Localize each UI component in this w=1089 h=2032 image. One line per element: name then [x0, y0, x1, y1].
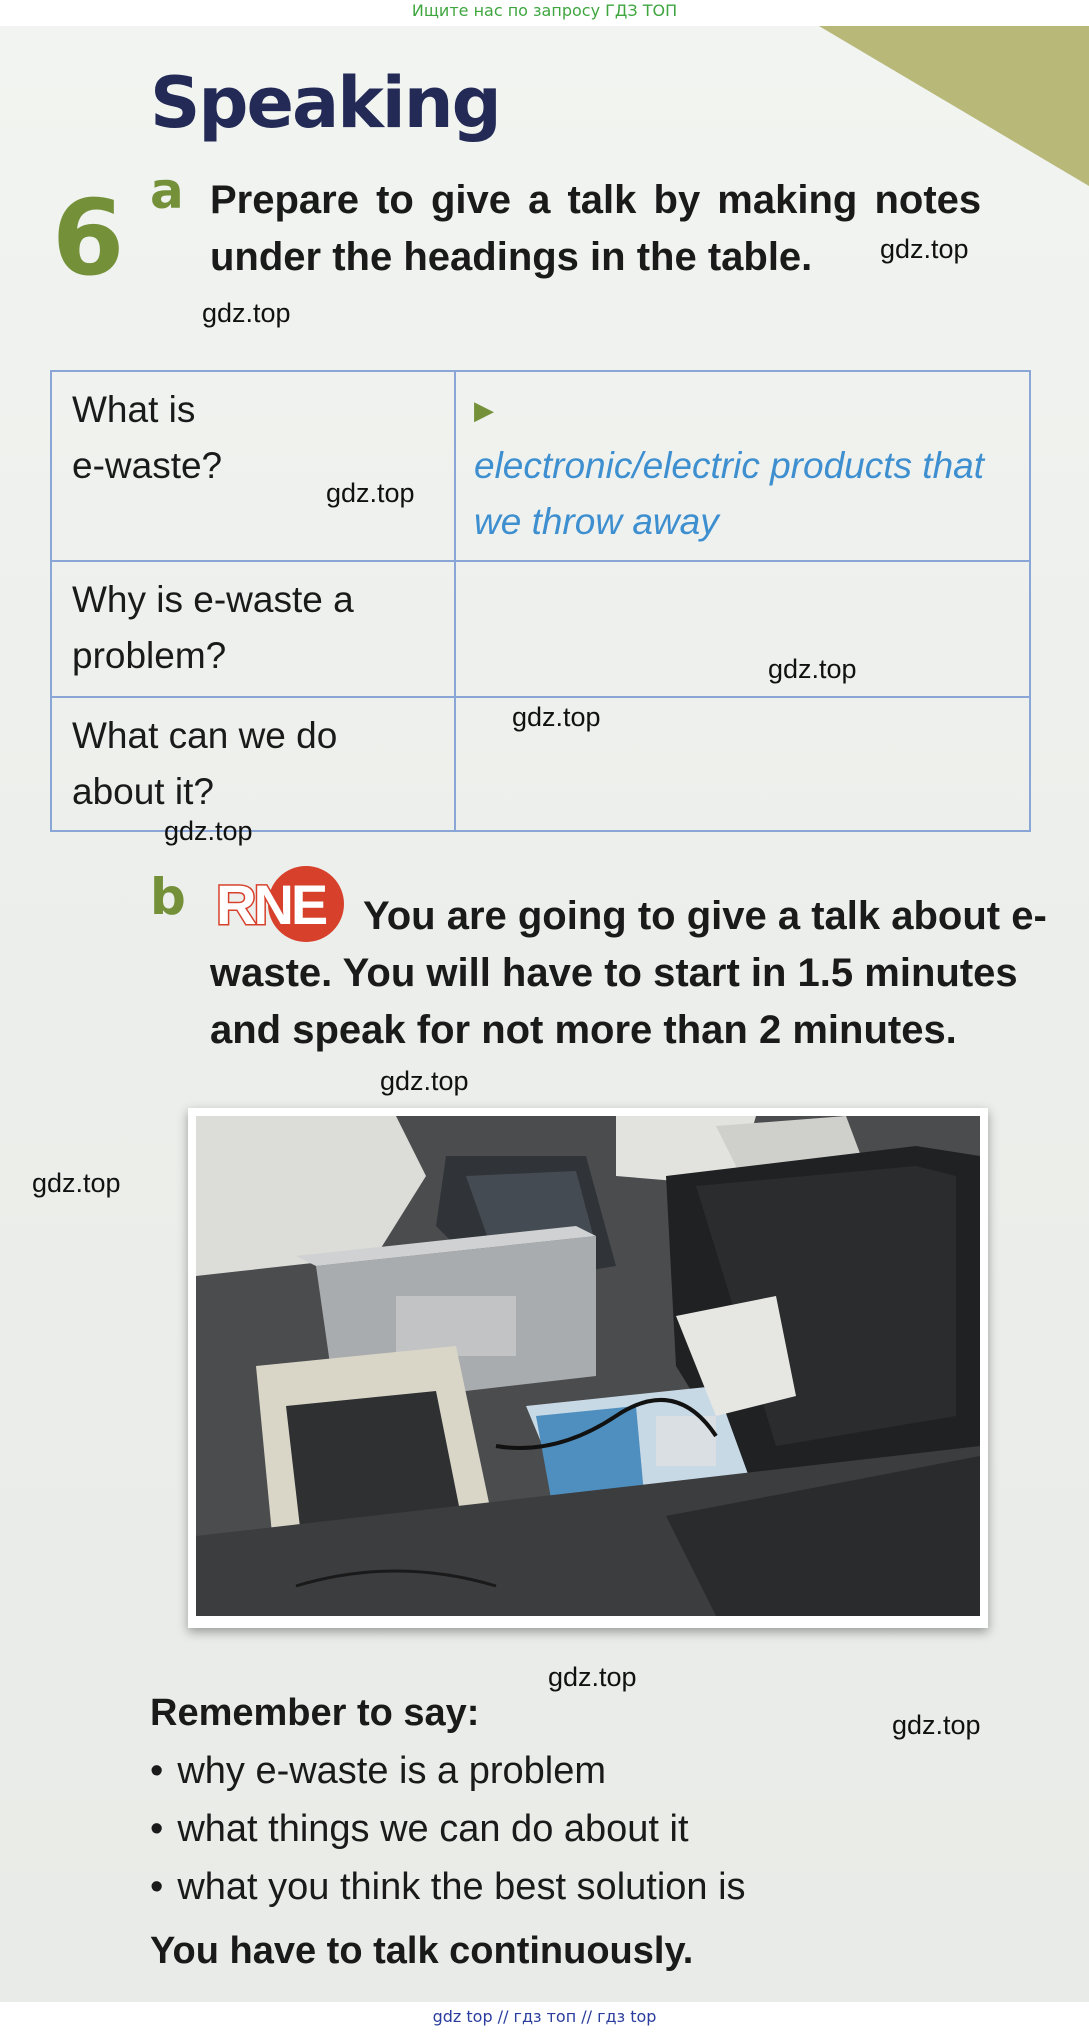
question-line: about it?	[72, 771, 214, 812]
watermark: gdz.top	[768, 654, 857, 684]
exercise-number: 6	[52, 177, 125, 299]
part-a-instruction-line-1: Prepare to give a talk by making notes	[210, 178, 982, 222]
list-item: • what you think the best solution is	[150, 1858, 746, 1916]
answer-cell[interactable]	[455, 561, 1030, 697]
example-answer	[474, 438, 999, 550]
part-b-instruction-line-1: You are going to give a talk about e-	[363, 894, 1047, 938]
watermark: gdz.top	[164, 816, 253, 846]
question-line: e-waste?	[72, 445, 223, 486]
part-b-instruction-line-3: and speak for not more than 2 minutes.	[210, 1008, 957, 1052]
table-row	[51, 561, 1030, 697]
rne-badge-text: RNE	[216, 873, 326, 936]
watermark: gdz.top	[380, 1066, 469, 1096]
rne-exam-badge	[212, 864, 348, 944]
answer-line: electronic/electric products that	[474, 445, 985, 486]
closing-instruction: You have to talk continuously.	[150, 1930, 694, 1972]
e-waste-photo-image	[196, 1116, 980, 1616]
watermark: gdz.top	[548, 1662, 637, 1692]
question-line: problem?	[72, 635, 227, 676]
e-waste-illustration	[196, 1116, 980, 1616]
part-a-instruction-line-2: under the headings in the table.	[210, 235, 813, 279]
textbook-page	[0, 26, 1089, 2002]
watermark: gdz.top	[326, 478, 415, 508]
remember-list	[150, 1742, 746, 1916]
footer-links[interactable]: gdz top // гдз топ // гдз top	[0, 2002, 1089, 2032]
watermark: gdz.top	[202, 298, 291, 328]
header-link[interactable]: Ищите нас по запросу ГДЗ ТОП	[411, 1, 678, 20]
question-line: Why is e-waste a	[72, 579, 354, 620]
list-item: • what things we can do about it	[150, 1800, 746, 1858]
question-line: What is	[72, 389, 196, 430]
watermark: gdz.top	[880, 234, 969, 264]
part-a-letter: a	[150, 162, 184, 220]
watermark: gdz.top	[892, 1710, 981, 1740]
watermark: gdz.top	[32, 1168, 121, 1198]
question-line: What can we do	[72, 715, 338, 756]
remember-heading: Remember to say:	[150, 1692, 480, 1734]
page-corner-decoration	[819, 26, 1089, 186]
section-title: Speaking	[150, 62, 500, 144]
question-cell	[51, 561, 455, 697]
answer-line: we throw away	[474, 501, 719, 542]
e-waste-photo	[188, 1108, 988, 1628]
list-item: • why e-waste is a problem	[150, 1742, 746, 1800]
part-b-letter: b	[150, 868, 186, 926]
answer-cell[interactable]	[455, 371, 1030, 561]
play-arrow-icon: ▶	[474, 395, 494, 425]
table-row	[51, 371, 1030, 561]
watermark: gdz.top	[512, 702, 601, 732]
part-b-instruction-line-2: waste. You will have to start in 1.5 minutes	[210, 951, 1018, 995]
question-cell	[51, 371, 455, 561]
question-cell	[51, 697, 455, 831]
notes-table	[50, 370, 1031, 832]
